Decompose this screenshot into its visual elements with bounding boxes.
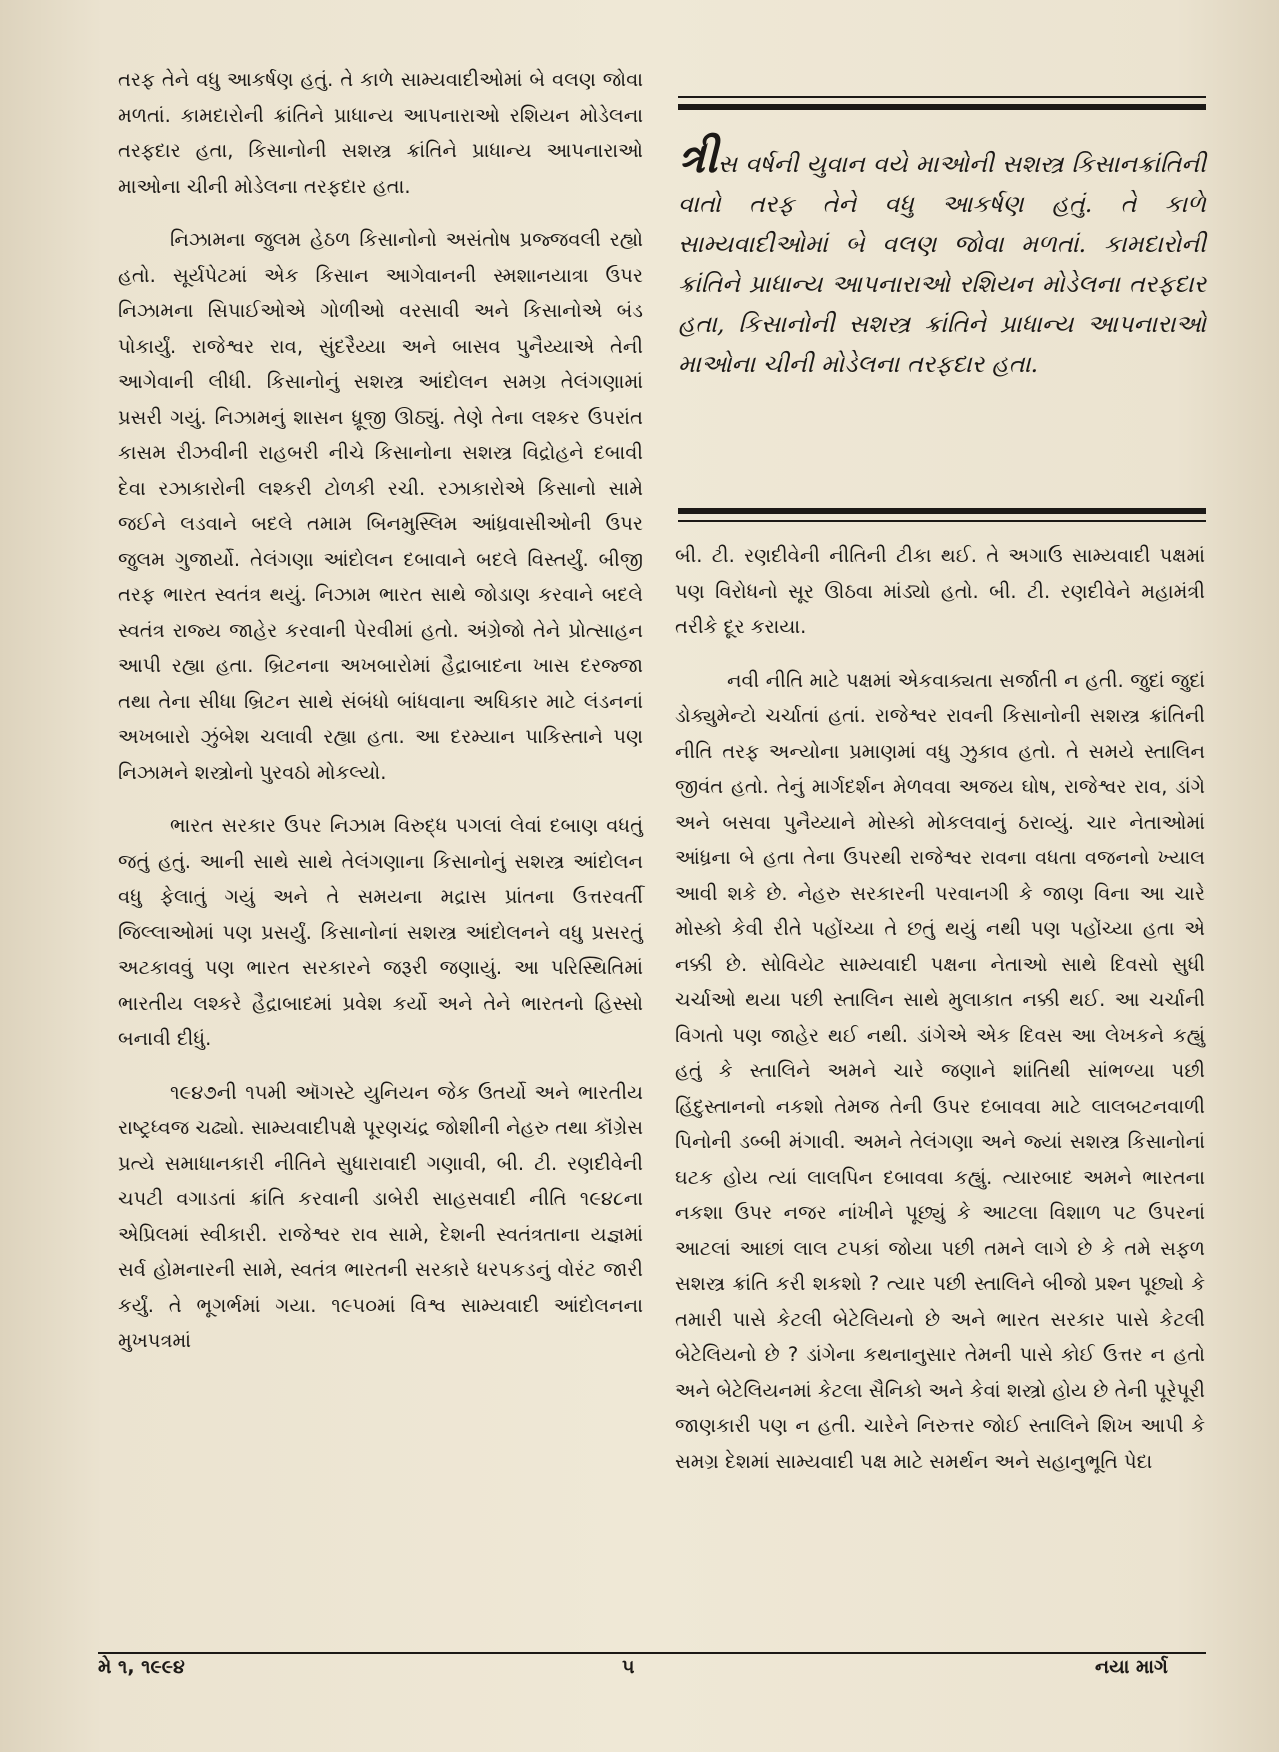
article-paragraph: બી. ટી. રણદીવેની નીતિની ટીકા થઈ. તે અગાઉ સામ્યવાદી પક્ષમાં પણ વિરોધનો સૂર ઊઠવા માંડ્યો હતો. બી. ટી. રણદીવેને મહામંત્રી તરીકે દૂર કરાયા. bbox=[675, 544, 1205, 638]
article-paragraph: નવી નીતિ માટે પક્ષમાં એકવાક્યતા સર્જાતી ન હતી. જુદાં જુદાં ડોક્યુમેન્ટો ચર્ચાતાં હતાં. રાજેશ્વર રાવની કિસાનોની સશસ્ત્ર ક્રાંતિની નીતિ તરફ અન્યોના પ્રમાણમાં વધુ ઝુકાવ હતો. તે સમયે સ્તાલિન જીવંત હતો. તેનું માર્ગદર્શન મેળવવા અજય ઘોષ, રાજેશ્વર રાવ, ડાંગે અને બસવા પુનૈય્યાને મોસ્કો મોકલવાનું ઠરાવ્યું. ચાર નેતાઓમાં આંધ્રના બે હતા તેના ઉપરથી રાજેશ્વર રાવના વધતા વજનનો ખ્યાલ આવી શકે છે. નેહરુ સરકારની પરવાનગી કે જાણ વિના આ ચારે મોસ્કો કેવી રીતે પહોંચ્યા તે છતું થયું નથી પણ પહોંચ્યા હતા એ નક્કી છે. સોવિયેટ સામ્યવાદી પક્ષના નેતાઓ સાથે દિવસો સુધી ચર્ચાઓ થયા પછી સ્તાલિન સાથે મુલાકાત નક્કી થઈ. આ ચર્ચાની વિગતો પણ જાહેર થઈ નથી. ડાંગેએ એક દિવસ આ લેખકને કહ્યું હતું કે સ્તાલિને અમને ચારે જણાને શાંતિથી સાંભળ્યા પછી હિંદુસ્તાનનો નકશો તેમજ તેની ઉપર દબાવવા માટે લાલબટનવાળી પિનોની ડબ્બી મંગાવી. અમને તેલંગણા અને જ્યાં સશસ્ત્ર કિસાનોનાં ઘટક હોય ત્યાં લાલપિન દબાવવા કહ્યું. ત્યારબાદ અમને ભારતના નકશા ઉપર નજર નાંખીને પૂછ્યું કે આટલા વિશાળ પટ ઉપરનાં આટલાં આછાં લાલ ટપકાં જોયા પછી તમને લાગે છે કે તમે સફળ સશસ્ત્ર ક્રાંતિ કરી શકશો ? ત્યાર પછી સ્તાલિને બીજો પ્રશ્ન પૂછ્યો કે તમારી પાસે કેટલી બેટેલિયનો છે અને ભારત સરકાર પાસે કેટલી બેટેલિયનો છે ? ડાંગેના કથનાનુસાર તેમની પાસે કોઈ ઉત્તર ન હતો અને બેટેલિયનમાં કેટલા સૈનિકો અને કેવાં શસ્ત્રો હોય છે તેની પૂરેપૂરી જાણકારી પણ ન હતી. ચારેને નિરુત્તર જોઈ સ્તાલિને શિખ આપી કે સમગ્ર દેશમાં સામ્યવાદી પક્ષ માટે સમર્થન અને સહાનુભૂતિ પેદા bbox=[675, 668, 1205, 1473]
pull-quote-bottom-rule bbox=[678, 508, 1206, 514]
pull-quote-text: સ વર્ષની યુવાન વયે માઓની સશસ્ત્ર કિસાનક્રાંતિની વાતો તરફ તેને વધુ આકર્ષણ હતું. તે કાળે સામ્યવાદીઓમાં બે વલણ જોવા મળતાં. કામદારોની ક્રાંતિને પ્રાધાન્ય આપનારાઓ રશિયન મોડેલના તરફદાર હતા, કિસાનોની સશસ્ત્ર ક્રાંતિને પ્રાધાન્ય આપનારાઓ માઓના ચીની મોડેલના તરફદાર હતા. bbox=[678, 150, 1206, 378]
pull-quote-drop-cap: ત્રી bbox=[678, 132, 718, 183]
pull-quote-top-rule bbox=[678, 104, 1206, 110]
article-paragraph: તરફ તેને વધુ આકર્ષણ હતું. તે કાળે સામ્યવાદીઓમાં બે વલણ જોવા મળતાં. કામદારોની ક્રાંતિને પ્રાધાન્ય આપનારાઓ રશિયન મોડેલના તરફદાર હતા, કિસાનોની સશસ્ત્ર ક્રાંતિને પ્રાધાન્ય આપનારાઓ માઓના ચીની મોડેલના તરફદાર હતા. bbox=[118, 68, 643, 198]
right-article-column bbox=[675, 538, 1205, 1497]
page-number: ૫ bbox=[622, 1656, 635, 1678]
pull-quote bbox=[678, 132, 1206, 384]
pull-quote-bottom-rule-thin bbox=[678, 520, 1206, 522]
footer-date: મે ૧, ૧૯૯૪ bbox=[98, 1656, 185, 1678]
pull-quote-top-rule-thin bbox=[678, 96, 1206, 98]
article-paragraph: ૧૯૪૭ની ૧૫મી ઑગસ્ટે યુનિયન જેક ઉતર્યો અને ભારતીય રાષ્ટ્રધ્વજ ચઢ્યો. સામ્યવાદીપક્ષે પૂરણચંદ્ર જોશીની નેહરુ તથા કૉંગ્રેસ પ્રત્યે સમાધાનકારી નીતિને સુધારાવાદી ગણાવી, બી. ટી. રણદીવેની ચપટી વગાડતાં ક્રાંતિ કરવાની ડાબેરી સાહસવાદી નીતિ ૧૯૪૮ના એપ્રિલમાં સ્વીકારી. રાજેશ્વર રાવ સામે, દેશની સ્વતંત્રતાના યજ્ઞમાં સર્વ હોમનારની સામે, સ્વતંત્ર ભારતની સરકારે ધરપકડનું વોરંટ જારી કર્યું. તે ભૂગર્ભમાં ગયા. ૧૯૫૦માં વિશ્વ સામ્યવાદી આંદોલનના મુખપત્રમાં bbox=[118, 1080, 643, 1352]
magazine-name: નયા માર્ગ bbox=[1095, 1656, 1168, 1678]
article-paragraph: ભારત સરકાર ઉપર નિઝામ વિરુદ્ધ પગલાં લેવાં દબાણ વધતું જતું હતું. આની સાથે સાથે તેલંગણાના કિસાનોનું સશસ્ત્ર આંદોલન વધુ ફેલાતું ગયું અને તે સમયના મદ્રાસ પ્રાંતના ઉત્તરવર્તી જિલ્લાઓમાં પણ પ્રસર્યું. કિસાનોનાં સશસ્ત્ર આંદોલનને વધુ પ્રસરતું અટકાવવું પણ ભારત સરકારને જરૂરી જણાયું. આ પરિસ્થિતિમાં ભારતીય લશ્કરે હૈદ્રાબાદમાં પ્રવેશ કર્યો અને તેને ભારતનો હિસ્સો બનાવી દીધું. bbox=[118, 814, 643, 1050]
left-article-column bbox=[118, 62, 643, 1377]
footer-rule bbox=[98, 1652, 1206, 1654]
article-paragraph: નિઝામના જુલમ હેઠળ કિસાનોનો અસંતોષ પ્રજ્જવલી રહ્યો હતો. સૂર્યપેટમાં એક કિસાન આગેવાનની સ્મશાનયાત્રા ઉપર નિઝામના સિપાઈઓએ ગોળીઓ વરસાવી અને કિસાનોએ બંડ પોકાર્યું. રાજેશ્વર રાવ, સુંદરૈય્યા અને બાસવ પુનૈય્યાએ તેની આગેવાની લીધી. કિસાનોનું સશસ્ત્ર આંદોલન સમગ્ર તેલંગણામાં પ્રસરી ગયું. નિઝામનું શાસન ધ્રૂજી ઊઠ્યું. તેણે તેના લશ્કર ઉપરાંત કાસમ રીઝવીની રાહબરી નીચે કિસાનોના સશસ્ત્ર વિદ્રોહને દબાવી દેવા રઝાકારોની લશ્કરી ટોળકી રચી. રઝાકારોએ કિસાનો સામે જઈને લડવાને બદલે તમામ બિનમુસ્લિમ આંધ્રવાસીઓની ઉપર જુલમ ગુજાર્યો. તેલંગણા આંદોલન દબાવાને બદલે વિસ્તર્યું. બીજી તરફ ભારત સ્વતંત્ર થયું. નિઝામ ભારત સાથે જોડાણ કરવાને બદલે સ્વતંત્ર રાજ્ય જાહેર કરવાની પેરવીમાં હતો. અંગ્રેજો તેને પ્રોત્સાહન આપી રહ્યા હતા. બ્રિટનના અખબારોમાં હૈદ્રાબાદના ખાસ દરજ્જા તથા તેના સીધા બ્રિટન સાથે સંબંધો બાંધવાના અધિકાર માટે લંડનનાં અખબારો ઝુંબેશ ચલાવી રહ્યા હતા. આ દરમ્યાન પાકિસ્તાને પણ નિઝામને શસ્ત્રોનો પુરવઠો મોકલ્યો. bbox=[118, 228, 643, 784]
